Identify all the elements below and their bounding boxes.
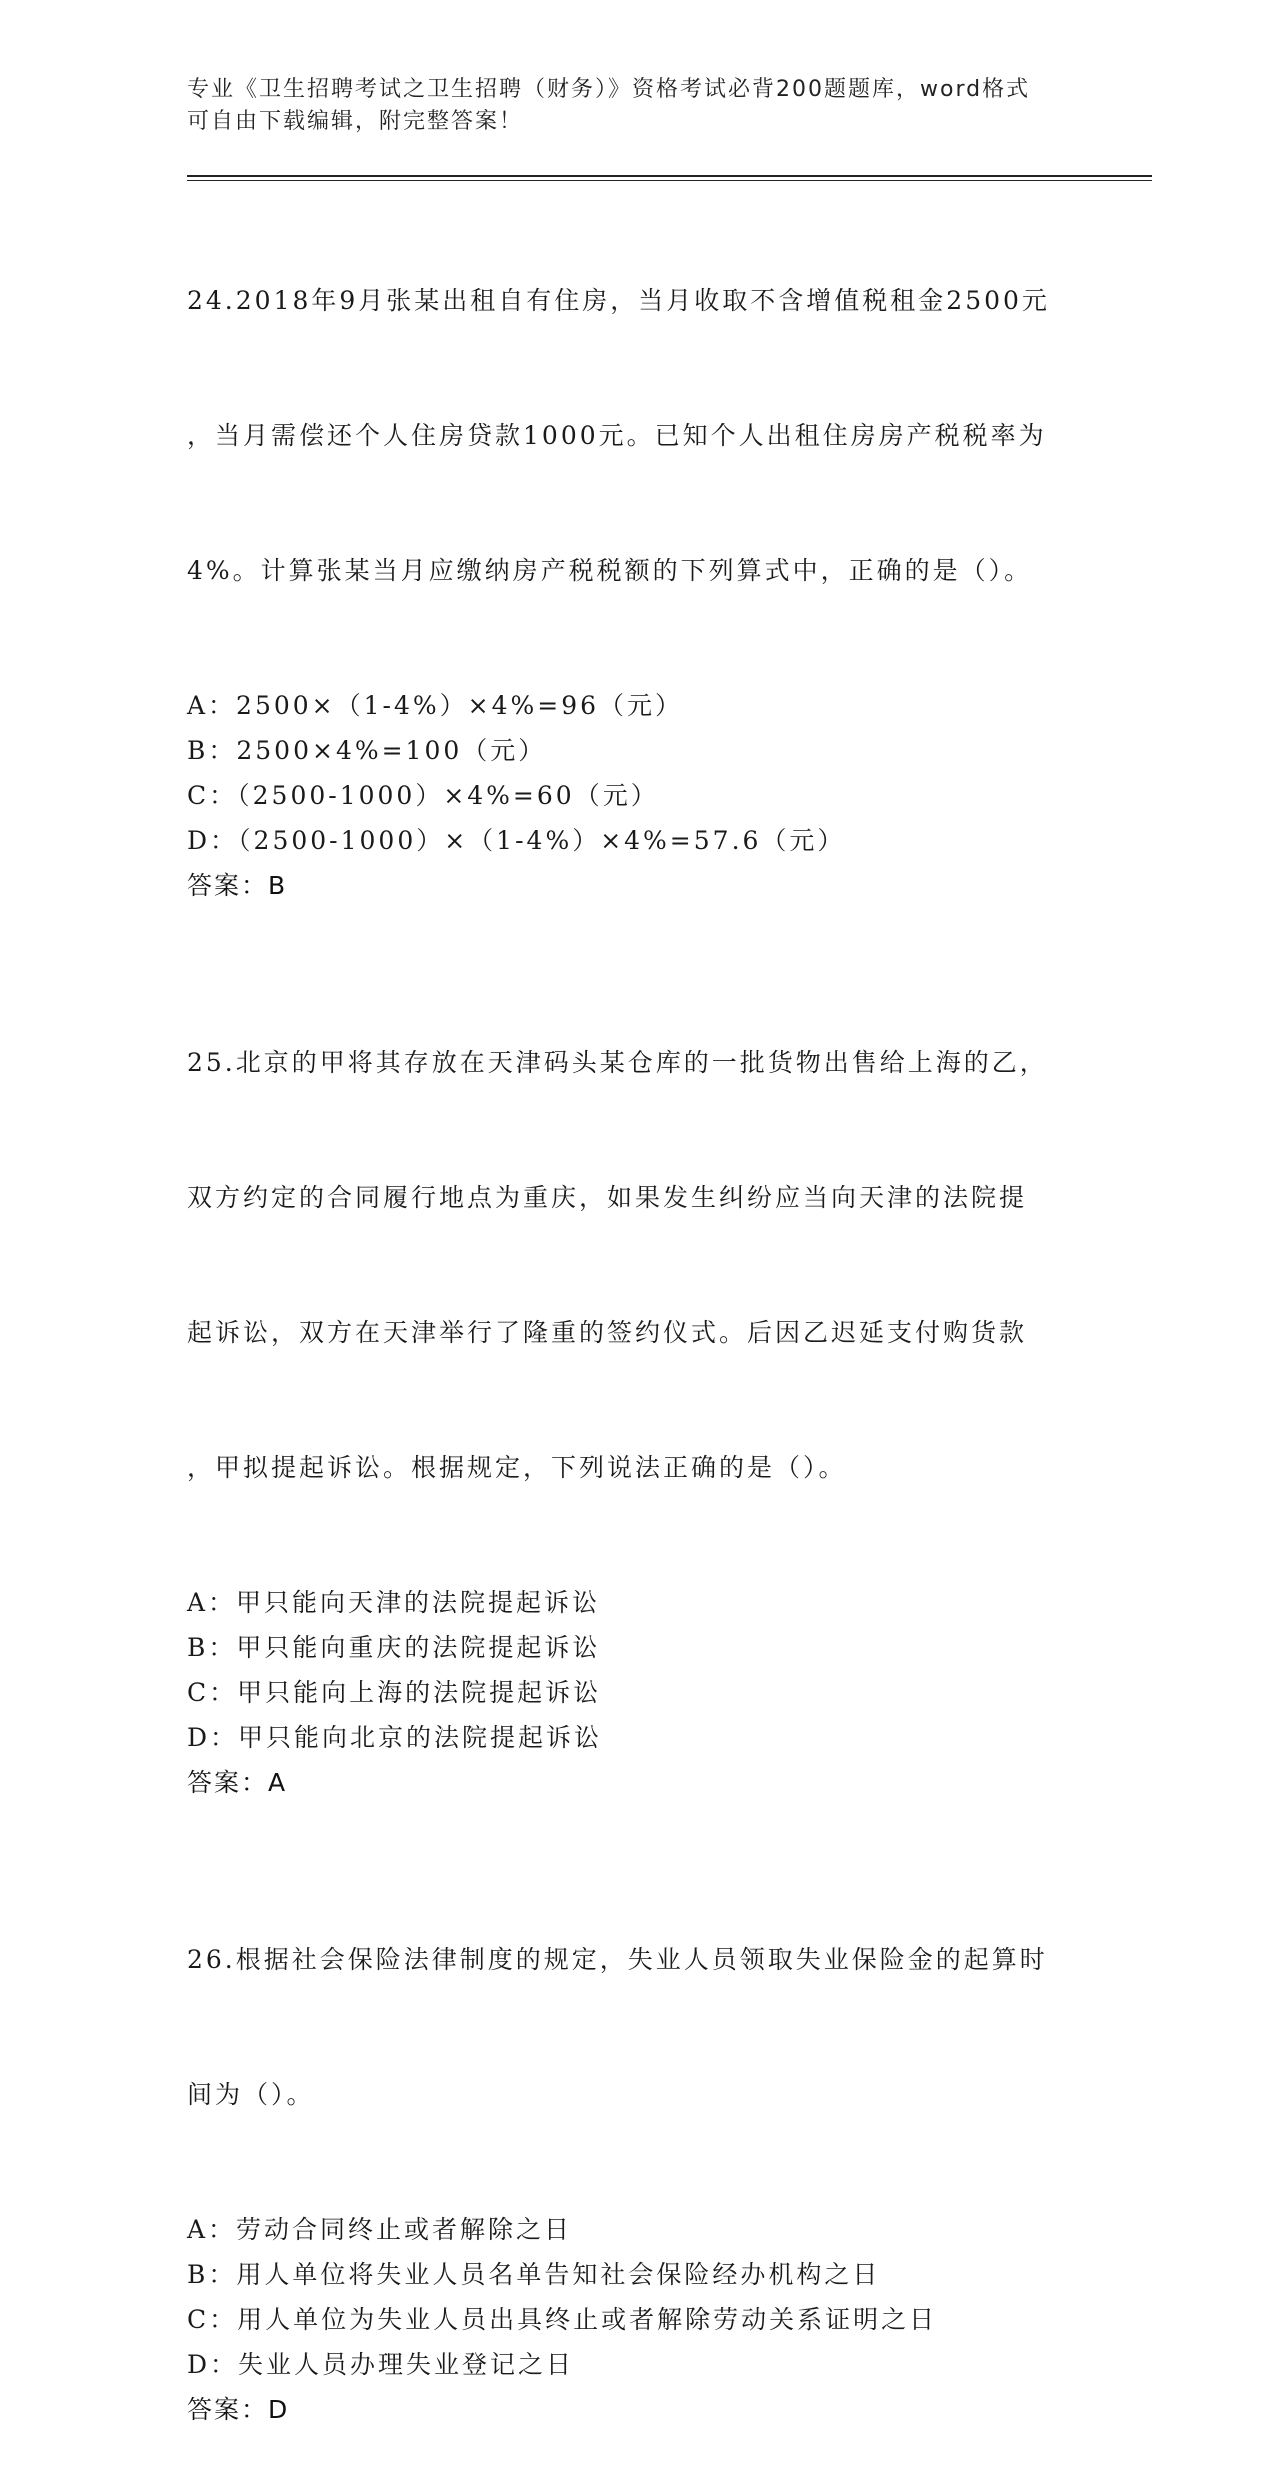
stem-line: 26.根据社会保险法律制度的规定，失业人员领取失业保险金的起算时 [187, 1945, 1048, 1974]
option-c: C：（2500-1000）×4%=60（元） [187, 781, 659, 810]
option-c: C：甲只能向上海的法院提起诉讼 [187, 1678, 602, 1707]
question-stem [187, 950, 1087, 1580]
option-a: A：甲只能向天津的法院提起诉讼 [187, 1588, 601, 1617]
answer-label: 答案：A [187, 1768, 288, 1797]
option-a: A：2500×（1-4%）×4%=96（元） [187, 691, 684, 720]
option-a: A：劳动合同终止或者解除之日 [187, 2215, 573, 2244]
answer-label: 答案：B [187, 871, 288, 900]
header-divider [187, 175, 1152, 177]
stem-line: 间为（）。 [187, 2080, 315, 2109]
question-24 [187, 188, 1087, 908]
question-stem [187, 188, 1087, 683]
question-list [187, 188, 1087, 2474]
option-d: D：（2500-1000）×（1-4%）×4%=57.6（元） [187, 826, 846, 855]
question-stem [187, 1847, 1087, 2207]
header-line-2: 可自由下载编辑，附完整答案！ [187, 109, 524, 134]
question-26 [187, 1847, 1087, 2432]
stem-line: 24.2018年9月张某出租自有住房，当月收取不含增值税租金2500元 [187, 286, 1050, 315]
option-b: B：2500×4%=100（元） [187, 736, 547, 765]
stem-line: ，当月需偿还个人住房贷款1000元。已知个人出租住房房产税税率为 [187, 421, 1047, 450]
stem-line: 起诉讼，双方在天津举行了隆重的签约仪式。后因乙迟延支付购货款 [187, 1318, 1028, 1347]
stem-line: ，甲拟提起诉讼。根据规定，下列说法正确的是（）。 [187, 1453, 847, 1482]
option-c: C：用人单位为失业人员出具终止或者解除劳动关系证明之日 [187, 2305, 938, 2334]
stem-line: 25.北京的甲将其存放在天津码头某仓库的一批货物出售给上海的乙， [187, 1048, 1048, 1077]
option-d: D：甲只能向北京的法院提起诉讼 [187, 1723, 603, 1752]
option-b: B：用人单位将失业人员名单告知社会保险经办机构之日 [187, 2260, 881, 2289]
stem-line: 双方约定的合同履行地点为重庆，如果发生纠纷应当向天津的法院提 [187, 1183, 1028, 1212]
document-header [187, 74, 1087, 138]
question-25 [187, 950, 1087, 1805]
answer-label: 答案：D [187, 2395, 290, 2424]
option-b: B：甲只能向重庆的法院提起诉讼 [187, 1633, 601, 1662]
header-line-1: 专业《卫生招聘考试之卫生招聘（财务）》资格考试必背200题题库，word格式 [187, 77, 1031, 102]
option-d: D：失业人员办理失业登记之日 [187, 2350, 575, 2379]
stem-line: 4%。计算张某当月应缴纳房产税税额的下列算式中，正确的是（）。 [187, 556, 1033, 585]
